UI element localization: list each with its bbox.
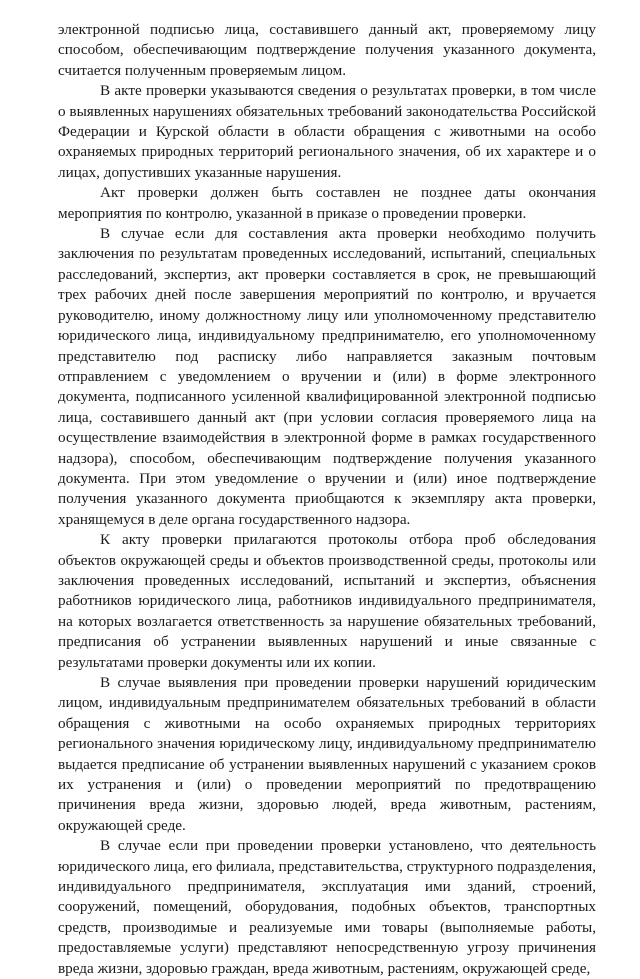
paragraph-act-deadline: Акт проверки должен быть составлен не позднее даты окончания мероприятия по контролю, указанной в приказе о проведении проверки. (58, 184, 596, 222)
paragraph-act-delivery: В случае если для составления акта проверки необходимо получить заключения по результатам проведенных исследований, испытаний, специальных расследований, экспертиз, акт проверки составляется в срок, не превышающий трех рабочих дней после завершения мероприятий по контролю, и вручается руководителю, иному должностному лицу или уполномоченному представителю юридического лица, индивидуальному предпринимателю, его уполномоченному представителю под расписку либо направляется заказным почтовым отправлением с уведомлением о вручении и (или) в форме электронного документа, подписанного усиленной квалифицированной электронной подписью лица, составившего данный акт (при условии согласия проверяемого лица на осуществление взаимодействия в электронной форме в рамках государственного надзора), способом, обеспечивающим подтверждение получения указанного документа. При этом уведомление о вручении и (или) иное подтверждение получения указанного документа приобщаются к экземпляру акта проверки, хранящемуся в деле органа государственного надзора. (58, 225, 596, 528)
paragraph-immediate-threat: В случае если при проведении проверки установлено, что деятельность юридического лица, его филиала, представительства, структурного подразделения, индивидуального предпринимателя, эксплуатация ими зданий, строений, сооружений, помещений, оборудования, подобных объектов, транспортных средств, производимые и реализуемые ими товары (выполняемые работы, предоставляемые услуги) представляют непосредственную угрозу причинения вреда жизни, здоровью граждан, вреда животным, растениям, окружающей среде, (58, 837, 596, 977)
paragraph-act-attachments: К акту проверки прилагаются протоколы отбора проб обследования объектов окружающей среды и объектов производственной среды, протоколы или заключения проведенных исследований, испытаний и экспертиз, объяснения работников юридического лица, работников индивидуального предпринимателя, на которых возлагается ответственность за нарушение обязательных требований, предписания об устранении выявленных нарушений и иные связанные с результатами проверки документы или их копии. (58, 531, 596, 671)
paragraph-act-contents: В акте проверки указываются сведения о результатах проверки, в том числе о выявленных нарушениях обязательных требований законодательства Российской Федерации и Курской области в области обращения с животными на особо охраняемых природных территорий регионального значения, об их характере и о лицах, допустивших указанные нарушения. (58, 82, 596, 181)
paragraph-receipt-by-inspected: электронной подписью лица, составившего данный акт, проверяемому лицу способом, обеспечивающим подтверждение получения указанного документа, считается полученным проверяемым лицом. (58, 21, 596, 79)
paragraph-violations-order: В случае выявления при проведении проверки нарушений юридическим лицом, индивидуальным предпринимателем обязательных требований в области обращения с животными на особо охраняемых природных территориях регионального значения юридическому лицу, индивидуальному предпринимателю выдается предписание об устранении выявленных нарушений с указанием сроков их устранения и (или) о проведении мероприятий по предотвращению причинения вреда жизни, здоровью людей, вреда животным, растениям, окружающей среде. (58, 674, 596, 834)
document-page (58, 20, 596, 979)
